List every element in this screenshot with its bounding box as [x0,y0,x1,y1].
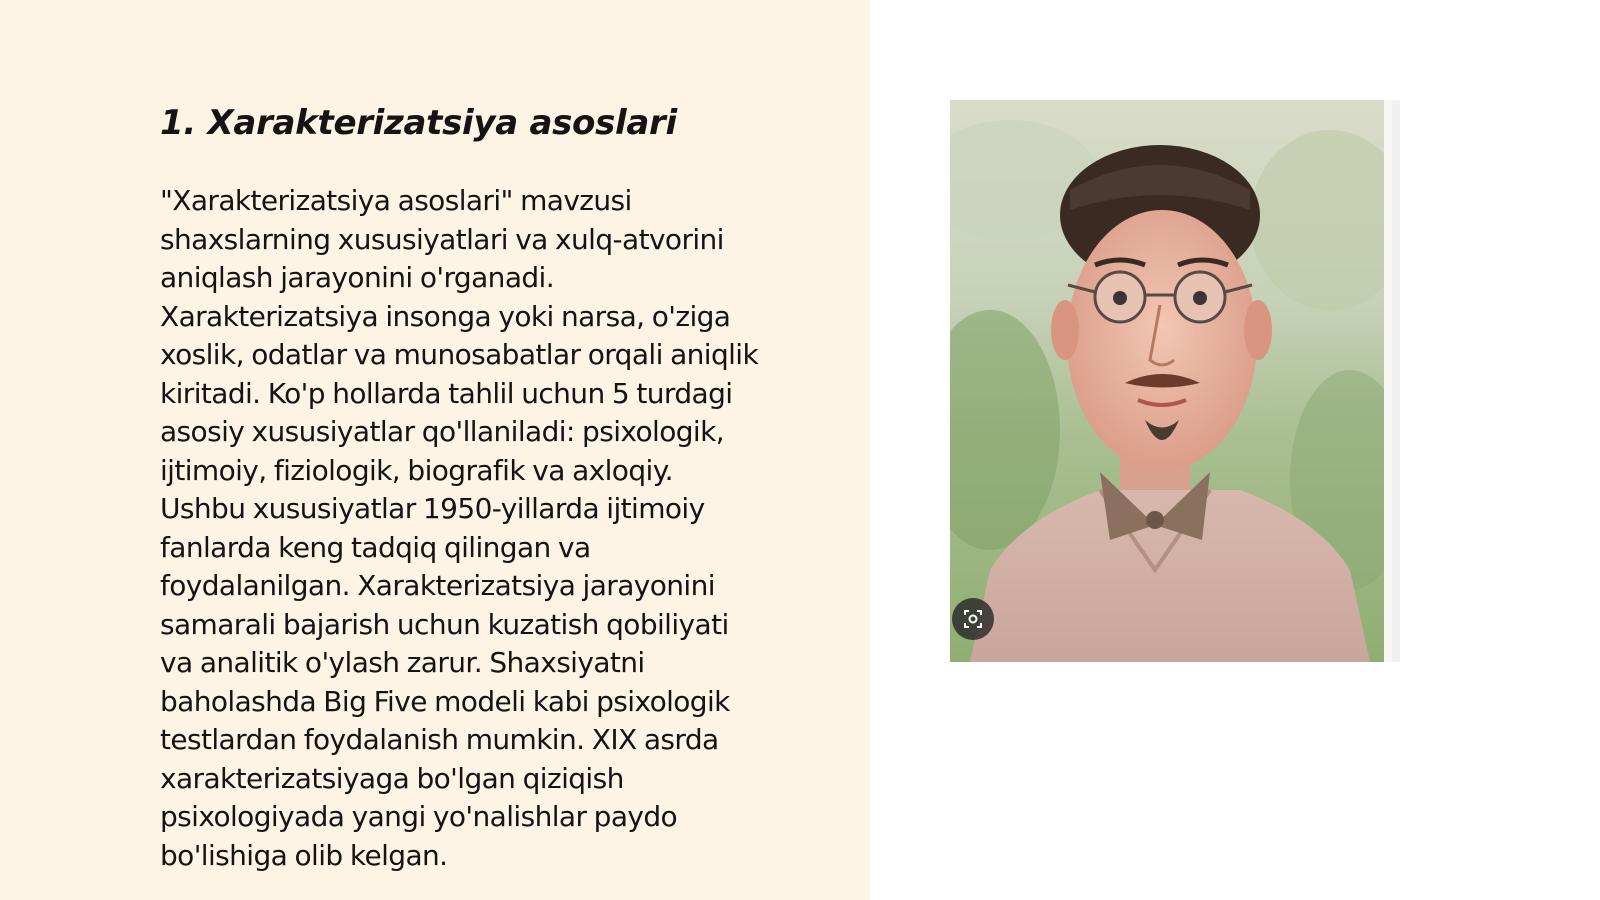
body-line: xarakterizatsiyaga bo'lgan qiziqish [160,761,624,795]
body-line: bo'lishiga olib kelgan. [160,838,448,872]
body-line: ijtimoiy, fiziologik, biografik va axloqiy. [160,453,673,487]
slide-title: 1. Xarakterizatsiya asoslari [160,103,677,143]
body-line: samarali bajarish uchun kuzatish qobiliyati [160,607,729,641]
body-line: testlardan foydalanish mumkin. XIX asrda [160,723,719,756]
body-line: Xarakterizatsiya insonga yoki narsa, o'ziga [160,299,731,333]
body-line: foydalanilgan. Xarakterizatsiya jarayonini [160,569,715,602]
body-line: fanlarda keng tadqiq qilingan va [160,530,591,564]
body-line: psixologiyada yangi yo'nalishlar paydo [160,800,678,833]
body-line: "Xarakterizatsiya asoslari" mavzusi [160,184,632,217]
visual-search-icon [963,609,983,629]
body-line: baholashda Big Five modeli kabi psixologik [160,684,730,718]
body-line: Ushbu xususiyatlar 1950-yillarda ijtimoiy [160,492,705,525]
body-line: va analitik o'ylash zarur. Shaxsiyatni [160,646,645,679]
body-line: shaxslarning xususiyatlari va xulq-atvorini [160,222,724,256]
body-line: xoslik, odatlar va munosabatlar orqali aniqlik [160,338,759,371]
body-line: kiritadi. Ko'p hollarda tahlil uchun 5 turdagi [160,376,733,410]
portrait-image [950,100,1400,662]
body-line: asosiy xususiyatlar qo'llaniladi: psixologik, [160,415,725,448]
body-line: aniqlash jarayonini o'rganadi. [160,261,555,294]
visual-search-button[interactable] [952,598,994,640]
slide-body-text [160,182,840,875]
